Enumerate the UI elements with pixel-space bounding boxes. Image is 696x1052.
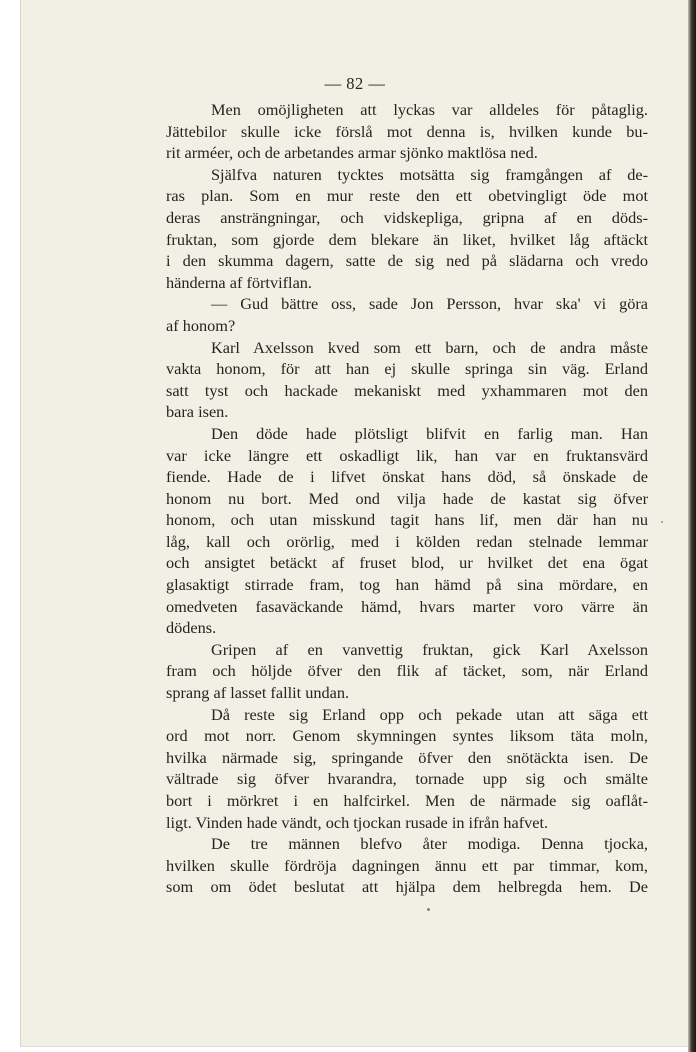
book-spine-edge — [688, 0, 696, 1052]
text-line: honom, och utan misskund tagit hans lif, men där han nu — [166, 510, 648, 530]
text-line: glasaktigt stirrade fram, tog han hämd på sina mördare, en — [166, 575, 648, 595]
text-line: hvilka närmade sig, springande öfver den snötäckta isen. De — [166, 747, 648, 767]
text-line: honom nu bort. Med ond vilja hade de kastat sig öfver — [166, 488, 648, 508]
text-line: deras ansträngningar, och vidskepliga, gripna af en döds- — [166, 207, 648, 227]
text-line: händerna af förtviflan. — [166, 272, 313, 292]
text-line: Jättebilor skulle icke förslå mot denna is, hvilken kunde bu- — [166, 121, 648, 141]
text-line: i den skumma dagern, satte de sig ned på slädarna och vredo — [166, 251, 648, 271]
text-line: ord mot norr. Genom skymningen syntes liksom täta moln, — [166, 726, 648, 746]
book-page — [20, 0, 689, 1047]
text-line: bort i mörkret i en halfcirkel. Men de närmade sig oaflåt- — [166, 791, 648, 810]
text-line: Karl Axelsson kved som ett barn, och de andra måste — [211, 337, 648, 357]
text-line: Själfva naturen tycktes motsätta sig framgången af de- — [211, 164, 648, 184]
text-line: bara isen. — [166, 402, 229, 422]
text-line: vakta honom, för att han ej skulle springa sin väg. Erland — [166, 359, 648, 379]
printer-mark — [427, 908, 430, 911]
text-line: fram och höljde öfver den flik af täcket, som, när Erland — [166, 661, 648, 681]
paper-speck — [661, 521, 663, 523]
text-line: ligt. Vinden hade vändt, och tjockan rusade in ifrån hafvet. — [166, 812, 549, 832]
text-line: låg, kall och orörlig, med i kölden redan stelnade lemmar — [166, 531, 648, 551]
page-number: — 82 — — [324, 74, 386, 93]
text-line: ras plan. Som en mur reste den ett obetvingligt öde mot — [166, 186, 648, 206]
text-line: Den döde hade plötsligt blifvit en farlig man. Han — [211, 423, 648, 443]
text-line: af honom? — [166, 315, 236, 335]
text-line: omedveten fasaväckande hämd, hvars marter voro värre än — [166, 596, 648, 616]
text-line: vältrade sig öfver hvarandra, tornade upp sig och smälte — [166, 769, 648, 789]
text-line: Men omöjligheten att lyckas var alldeles för påtaglig. — [211, 100, 648, 119]
text-line: — Gud bättre oss, sade Jon Persson, hvar ska' vi göra — [211, 294, 648, 314]
body-text — [166, 99, 648, 898]
text-line: fiende. Hade de i lifvet önskat hans död, så önskade de — [166, 467, 648, 487]
text-line: var icke längre ett oskadligt lik, han var en fruktansvärd — [166, 445, 648, 465]
text-line: De tre männen blefvo åter modiga. Denna tjocka, — [211, 834, 648, 854]
text-line: dödens. — [166, 618, 217, 638]
text-line: satt tyst och hackade mekaniskt med yxhammaren mot den — [166, 380, 648, 400]
text-line: fruktan, som gjorde dem blekare än liket, hvilket låg aftäckt — [166, 229, 648, 249]
text-line: och ansigtet betäckt af fruset blod, ur hvilket det ena ögat — [166, 553, 648, 573]
text-line: rit arméer, och de arbetandes armar sjönko maktlösa ned. — [166, 143, 538, 163]
text-line: som om ödet beslutat att hjälpa dem helbregda hem. De — [166, 877, 648, 897]
text-line: Gripen af en vanvettig fruktan, gick Karl Axelsson — [211, 639, 648, 659]
text-line: Då reste sig Erland opp och pekade utan att säga ett — [211, 704, 648, 724]
text-line: sprang af lasset fallit undan. — [166, 683, 350, 703]
text-line: hvilken skulle fördröja dagningen ännu ett par timmar, kom, — [166, 855, 648, 875]
